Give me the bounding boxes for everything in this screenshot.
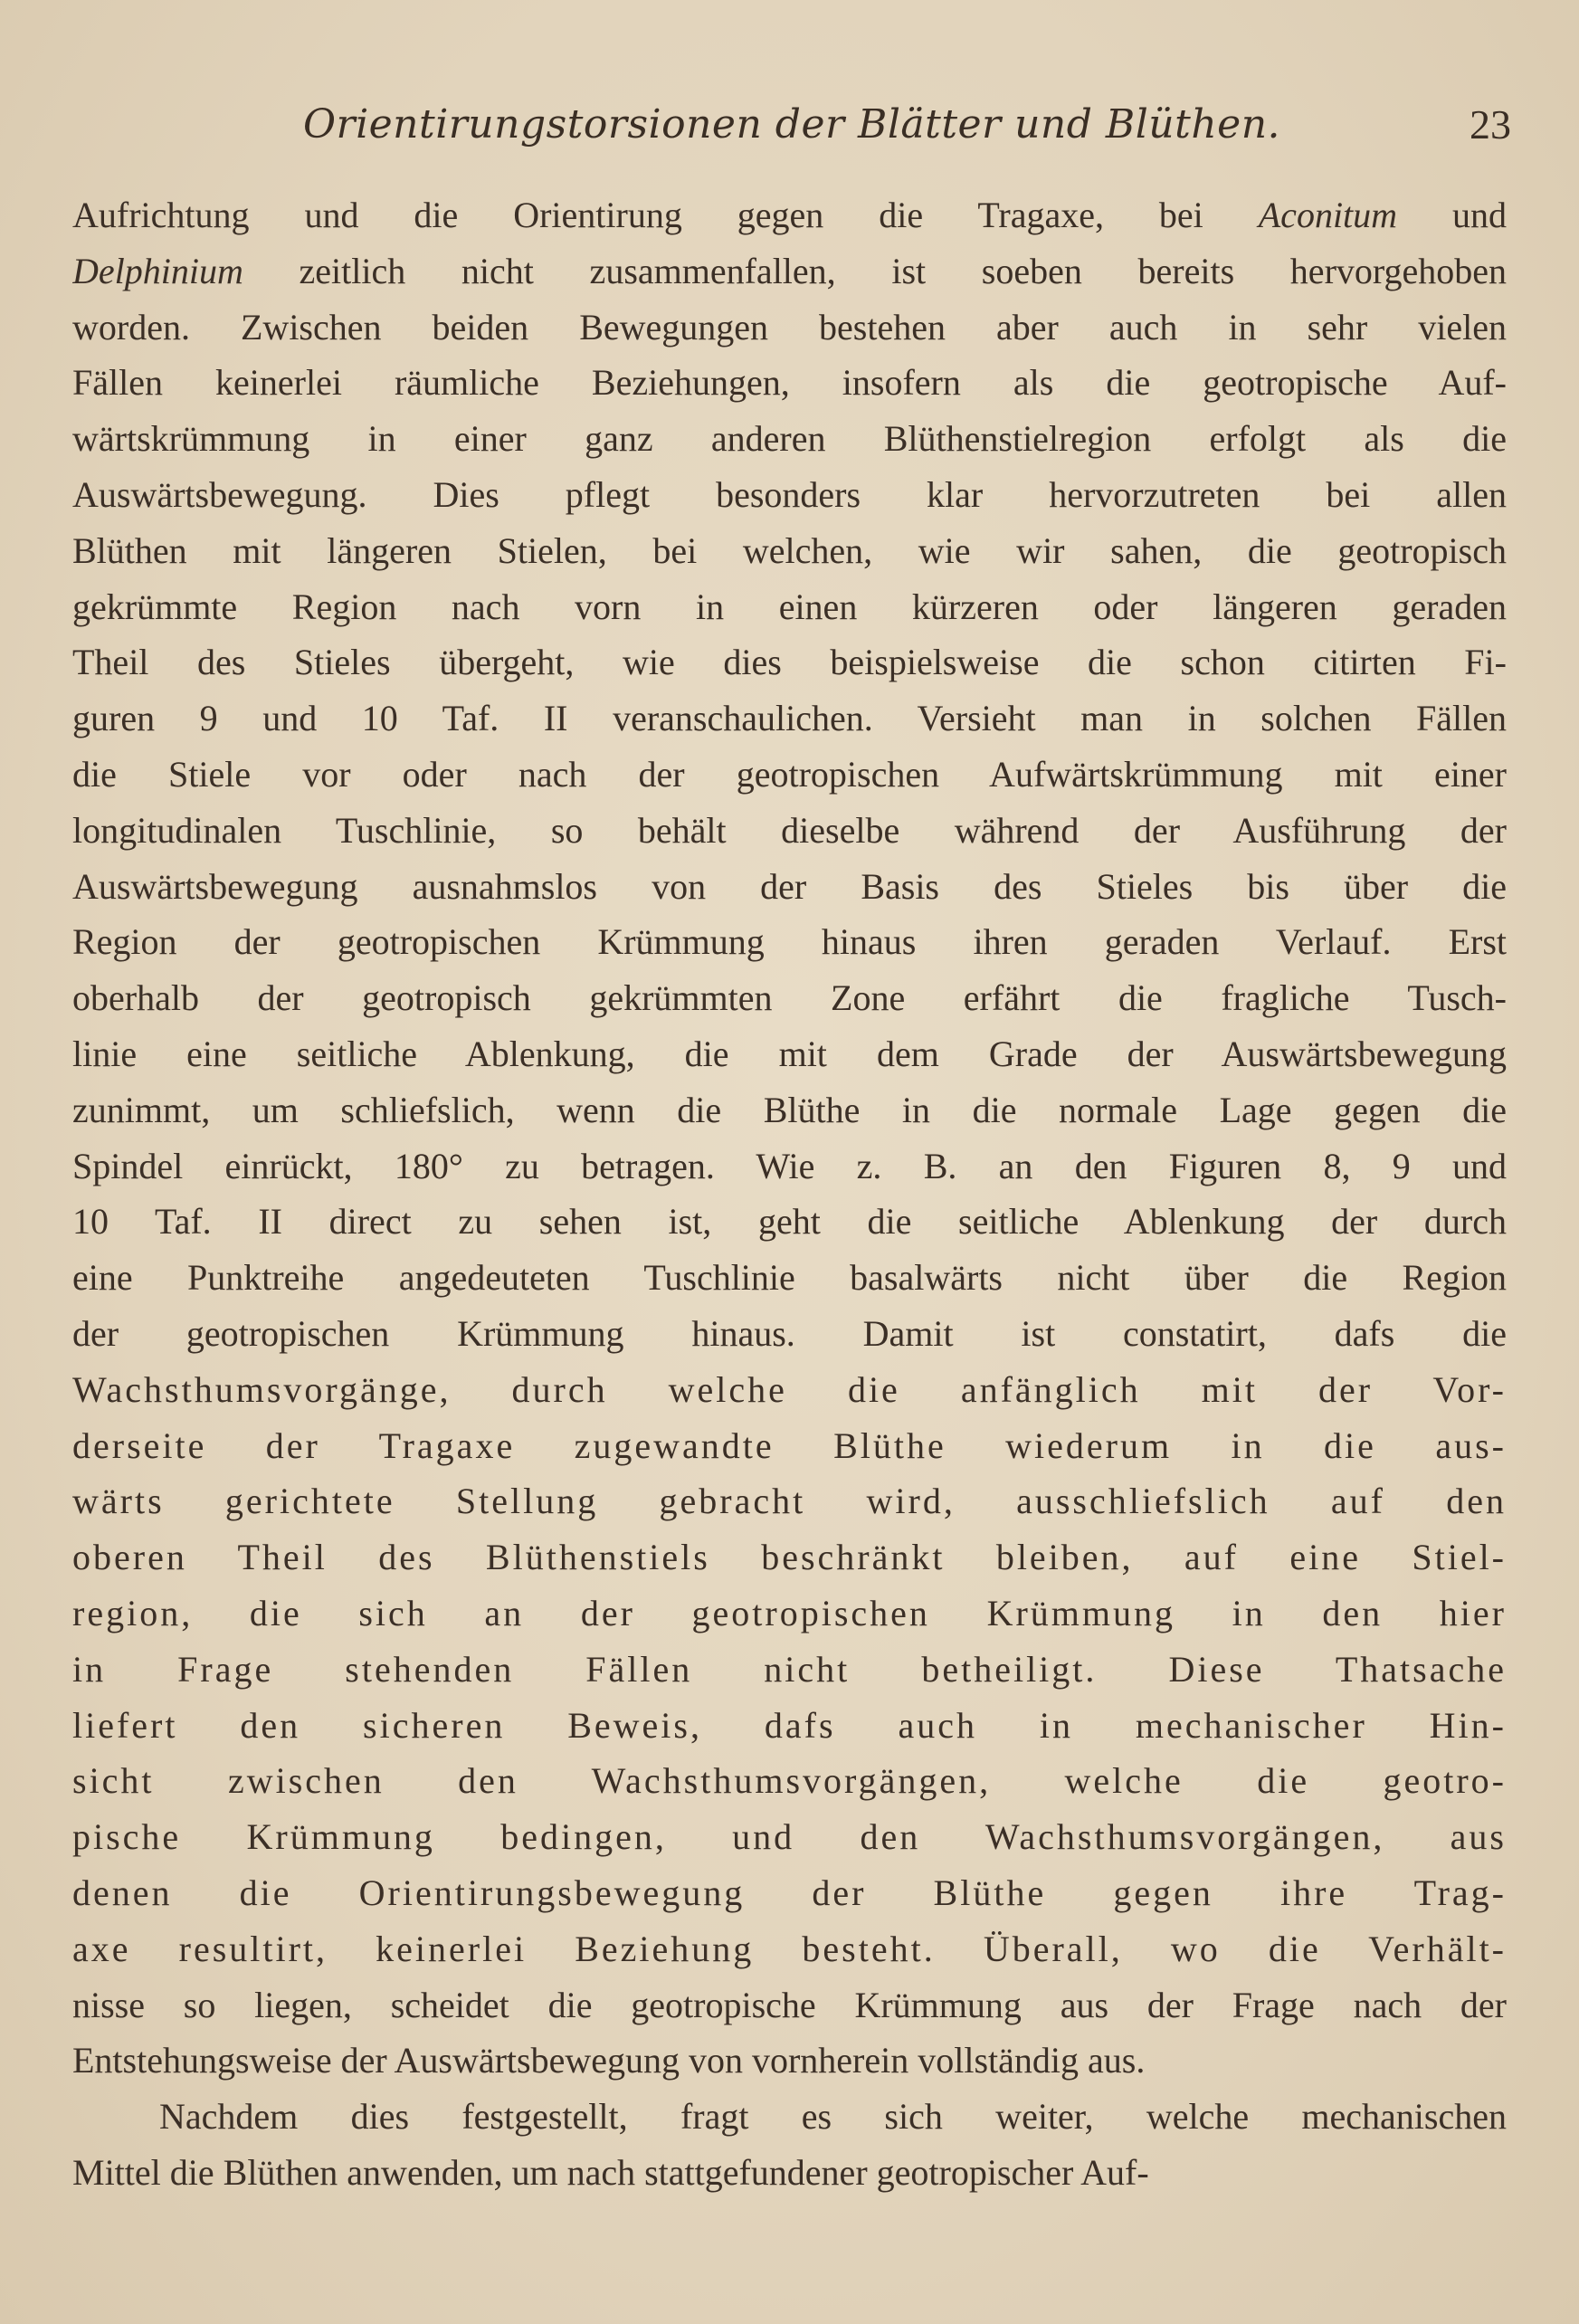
text-line [72,914,1507,970]
line-text: Theil des Stieles übergeht, wie dies beispielsweise die schon citirten Fi- [72,642,1507,683]
text-line [72,691,1507,747]
text-line [72,2089,1507,2145]
line-text: guren 9 und 10 Taf. II veranschaulichen. Versieht man in solchen Fällen [72,698,1507,739]
line-text: 10 Taf. II direct zu sehen ist, geht die seitliche Ablenkung der durch [72,1201,1507,1243]
page-number: 23 [1470,101,1511,148]
text-line [72,1250,1507,1306]
line-text: Entstehungsweise der Auswärtsbewegung von vornherein vollständig aus. [72,2040,1146,2081]
line-text: Spindel einrückt, 180° zu betragen. Wie z. B. an den Figuren 8, 9 und [72,1145,1507,1186]
text-line [72,1473,1507,1529]
line-text: Auswärtsbewegung ausnahmslos von der Basis des Stieles bis über die [72,865,1507,907]
text-line [72,970,1507,1026]
line-text: worden. Zwischen beiden Bewegungen bestehen aber auch in sehr vielen [72,306,1507,348]
line-text: zunimmt, um schliefslich, wenn die Blüthe in die normale Lage gegen die [72,1089,1507,1130]
line-text: sicht zwischen den Wachsthumsvorgängen, welche die geotro- [72,1760,1507,1802]
text-line [72,523,1507,579]
line-text: Mittel die Blüthen anwenden, um nach stattgefundener geotropischer Auf- [72,2151,1149,2193]
text-line [72,467,1507,523]
line-text: linie eine seitliche Ablenkung, die mit dem Grade der Auswärtsbewegung [72,1033,1507,1074]
line-text: derseite der Tragaxe zugewandte Blüthe wiederum in die aus- [72,1424,1507,1466]
text-line [72,747,1507,803]
line-text: Blüthen mit längeren Stielen, bei welchen, wie wir sahen, die geotropisch [72,529,1507,571]
line-text: zeitlich nicht zusammenfallen, ist soeben bereits hervorgehoben [243,250,1507,291]
line-text: pische Krümmung bedingen, und den Wachsthumsvorgängen, aus [72,1816,1507,1858]
line-text: longitudinalen Tuschlinie, so behält dieselbe während der Ausführung der [72,809,1507,851]
page-header [72,98,1511,152]
line-text: in Frage stehenden Fällen nicht betheiligt. Diese Thatsache [72,1648,1507,1690]
text-line [72,1809,1507,1865]
text-line [72,579,1507,635]
line-text: oberhalb der geotropisch gekrümmten Zone erfährt die fragliche Tusch- [72,977,1507,1019]
text-line [72,634,1507,691]
text-line [72,1586,1507,1642]
text-line [72,1138,1507,1195]
running-title: Orientirungstorsionen der Blätter und Blüthen. [302,101,1281,148]
text-line [72,859,1507,915]
italic-genus-name: Delphinium [72,250,243,291]
text-line [72,1418,1507,1474]
line-text: oberen Theil des Blüthenstiels beschränkt bleiben, auf eine Stiel- [72,1537,1507,1578]
line-text: eine Punktreihe angedeuteten Tuschlinie basalwärts nicht über die Region [72,1257,1507,1299]
line-text: der geotropischen Krümmung hinaus. Damit ist constatirt, dafs die [72,1312,1507,1354]
line-text: und [1397,195,1507,235]
line-text: axe resultirt, keinerlei Beziehung besteht. Überall, wo die Verhält- [72,1928,1507,1969]
line-text: region, die sich an der geotropischen Krümmung in den hier [72,1592,1507,1633]
text-line [72,1865,1507,1921]
body-text [72,187,1507,2201]
text-line [72,1082,1507,1138]
text-line [72,1698,1507,1754]
text-line [72,1026,1507,1082]
text-line [72,1977,1507,2034]
line-text: Auswärtsbewegung. Dies pflegt besonders klar hervorzutreten bei allen [72,473,1507,515]
text-line [72,1306,1507,1362]
line-text: Wachsthumsvorgänge, durch welche die anfänglich mit der Vor- [72,1368,1507,1410]
text-line [72,2145,1507,2201]
text-line [72,300,1507,356]
paragraph [72,187,1507,2089]
line-text: Region der geotropischen Krümmung hinaus ihren geraden Verlauf. Erst [72,921,1507,963]
line-text: nisse so liegen, scheidet die geotropische Krümmung aus der Frage nach der [72,1984,1507,2025]
text-line [72,187,1507,243]
text-line [72,2033,1507,2089]
paragraph [72,2089,1507,2201]
line-text: Fällen keinerlei räumliche Beziehungen, insofern als die geotropische Auf- [72,362,1507,404]
text-line [72,1362,1507,1418]
text-line [72,243,1507,300]
text-line [72,803,1507,859]
line-text: Aufrichtung und die Orientirung gegen die Tragaxe, bei [72,195,1259,235]
line-text: Nachdem dies festgestellt, fragt es sich weiter, welche mechanischen [159,2096,1507,2138]
text-line [72,1529,1507,1586]
italic-genus-name: Aconitum [1258,195,1398,235]
line-text: gekrümmte Region nach vorn in einen kürzeren oder längeren geraden [72,586,1507,627]
line-text: die Stiele vor oder nach der geotropischen Aufwärtskrümmung mit einer [72,753,1507,795]
line-text: liefert den sicheren Beweis, dafs auch in mechanischer Hin- [72,1704,1507,1746]
text-line [72,355,1507,411]
text-line [72,1642,1507,1698]
text-line [72,1921,1507,1977]
text-line [72,1194,1507,1250]
text-line [72,1753,1507,1809]
line-text: wärts gerichtete Stellung gebracht wird, ausschliefslich auf den [72,1481,1507,1522]
line-text: wärtskrümmung in einer ganz anderen Blüthenstielregion erfolgt als die [72,418,1507,460]
line-text: denen die Orientirungsbewegung der Blüthe gegen ihre Trag- [72,1872,1507,1913]
text-line [72,411,1507,467]
